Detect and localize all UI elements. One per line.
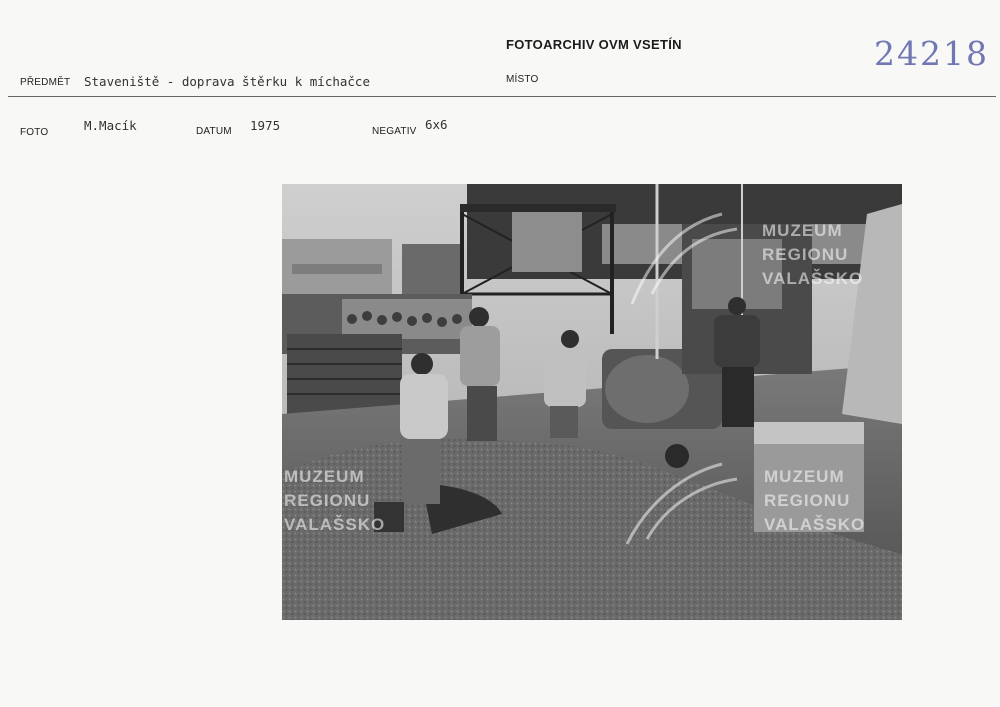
construction-site-photo bbox=[282, 184, 902, 620]
header-divider bbox=[8, 96, 996, 97]
watermark-line-3: VALAŠSKO bbox=[762, 269, 864, 288]
photographer-value: M.Macík bbox=[84, 118, 137, 133]
archive-title: FOTOARCHIV OVM VSETÍN bbox=[506, 37, 682, 52]
photo-illustration bbox=[282, 184, 902, 620]
subject-value: Staveniště - doprava štěrku k míchačce bbox=[84, 74, 370, 89]
watermark-line-1: MUZEUM bbox=[762, 221, 843, 240]
watermark-line-2: REGIONU bbox=[284, 491, 371, 510]
subject-label: PŘEDMĚT bbox=[20, 77, 71, 88]
watermark-line-1: MUZEUM bbox=[284, 467, 365, 486]
negative-label: NEGATIV bbox=[372, 126, 417, 137]
watermark-line-3: VALAŠSKO bbox=[284, 515, 386, 534]
date-value: 1975 bbox=[250, 118, 281, 133]
watermark-line-3: VALAŠSKO bbox=[764, 515, 866, 534]
watermark-line-1: MUZEUM bbox=[764, 467, 845, 486]
watermark-line-2: REGIONU bbox=[762, 245, 849, 264]
watermark-line-2: REGIONU bbox=[764, 491, 851, 510]
negative-value: 6x6 bbox=[425, 117, 448, 132]
date-label: DATUM bbox=[196, 126, 232, 137]
record-number-stamp: 24218 bbox=[874, 34, 989, 73]
photographer-label: FOTO bbox=[20, 127, 49, 138]
place-label: MÍSTO bbox=[506, 74, 539, 85]
